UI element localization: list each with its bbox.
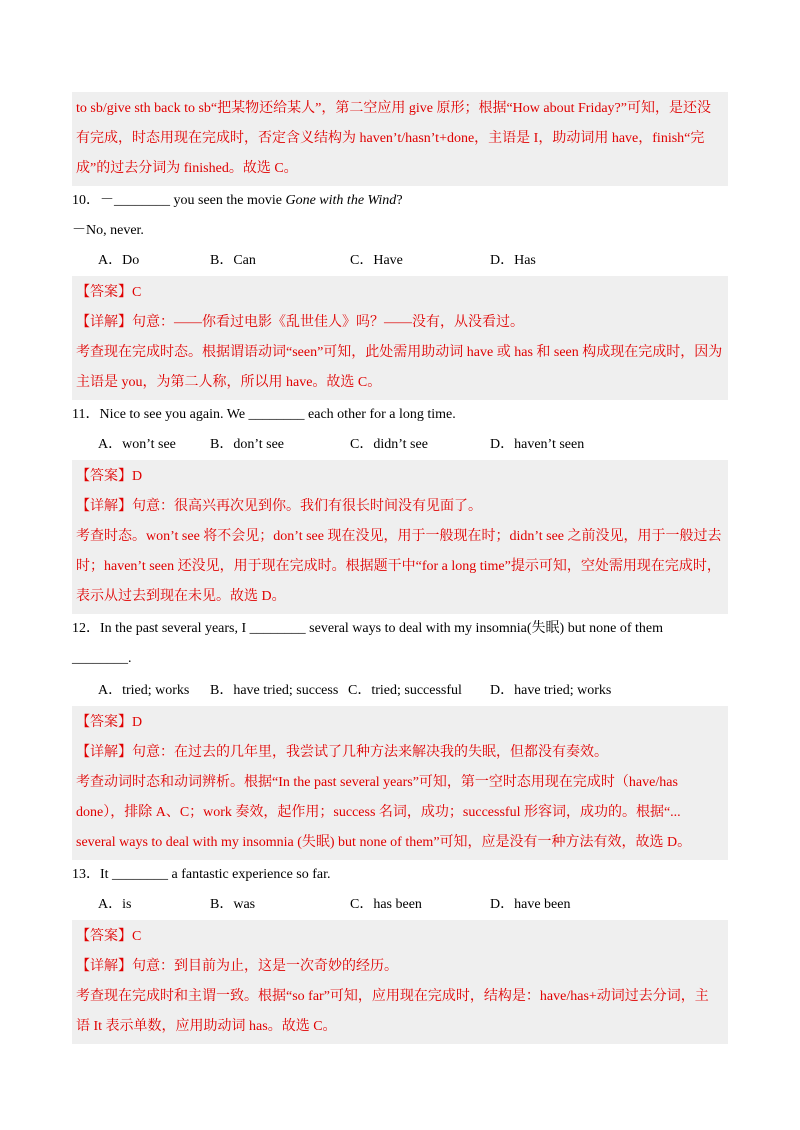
question-11 [72,400,728,614]
option-b: B．don’t see [210,437,285,452]
explanation-line: 考查时态。won’t see 将不会见；don’t see 现在没见，用于一般现在时；didn’t see 之前没见，用于一般过去 [76,529,722,544]
answer-block [72,706,728,860]
options-row [72,430,728,460]
option-a: A．won’t see [98,437,176,452]
explanation-line: several ways to deal with my insomnia (失眠) but none of them”可知，应是没有一种方法有效，故选 D。 [76,835,692,850]
options-row [72,890,728,920]
answer-block [72,460,728,614]
question-stem-continued: ________. [72,651,132,666]
option-b: B．Can [210,253,256,268]
option-d: D．haven’t seen [490,437,585,452]
question-12 [72,614,728,860]
answer-line: 【答案】D [76,469,143,484]
option-a: A．Do [98,253,140,268]
explanation-line: done），排除 A、C；work 奏效，起作用；success 名词，成功；successful 形容词，成功的。根据“... [76,805,681,820]
explanation-line: 有完成，时态用现在完成时，否定含义结构为 haven’t/hasn’t+done，主语是 I，助动词用 have，finish“完 [76,131,705,146]
explanation-line: 【详解】句意：——你看过电影《乱世佳人》吗？——没有，从没看过。 [76,315,524,330]
explanation-line: 时；haven’t seen 还没见，用于现在完成时。根据题干中“for a long time”提示可知，空处需用现在完成时， [76,559,721,574]
explanation-line: 【详解】句意：在过去的几年里，我尝试了几种方法来解决我的失眠，但都没有奏效。 [76,745,608,760]
explanation-line: 语 It 表示单数，应用助动词 has。故选 C。 [76,1019,337,1034]
question-stem: 13．It ________ a fantastic experience so far. [72,867,331,882]
option-d: D．have tried; works [490,683,612,698]
option-c: C．tried; successful [348,683,462,698]
explanation-line: 考查现在完成时态。根据谓语动词“seen”可知，此处需用助动词 have 或 has 和 seen 构成现在完成时，因为 [76,345,723,360]
question-10 [72,186,728,400]
question-stem: 11．Nice to see you again. We ________ each other for a long time. [72,407,456,422]
option-b: B．was [210,897,256,912]
question-stem: 12．In the past several years, I ________ several ways to deal with my insomnia(失眠) but none of them [72,621,663,636]
explanation-line: 考查动词时态和动词辨析。根据“In the past several years”可知，第一空时态用现在完成时（have/has [76,775,678,790]
question-stem-reply: －No, never. [72,223,144,238]
option-a: A．is [98,897,132,912]
option-c: C．didn’t see [350,437,428,452]
answer-block [72,276,728,400]
option-d: D．have been [490,897,571,912]
explanation-line: 考查现在完成时和主谓一致。根据“so far”可知，应用现在完成时，结构是：have/has+动词过去分词，主 [76,989,709,1004]
question-stem: 10．－________ you seen the movie Gone with the Wind? [72,193,403,208]
answer-block [72,920,728,1044]
option-c: C．Have [350,253,403,268]
explanation-line: 表示从过去到现在未见。故选 D。 [76,589,286,604]
document-page [72,92,728,1044]
option-c: C．has been [350,897,422,912]
answer-line: 【答案】C [76,285,142,300]
movie-title: Gone with the Wind [285,193,397,208]
options-row [72,676,728,706]
option-b: B．have tried; success [210,683,339,698]
option-d: D．Has [490,253,536,268]
options-row [72,246,728,276]
option-a: A．tried; works [98,683,190,698]
explanation-line: to sb/give sth back to sb“把某物还给某人”，第二空应用 give 原形；根据“How about Friday?”可知，是还没 [76,101,711,116]
question-13 [72,860,728,1044]
answer-line: 【答案】C [76,929,142,944]
question-number: 10．－________ you seen the movie [72,193,286,208]
explanation-line: 【详解】句意：到目前为止，这是一次奇妙的经历。 [76,959,398,974]
prev-explanation-block [72,92,728,186]
explanation-line: 【详解】句意：很高兴再次见到你。我们有很长时间没有见面了。 [76,499,482,514]
explanation-line: 主语是 you，为第二人称，所以用 have。故选 C。 [76,375,382,390]
explanation-line: 成”的过去分词为 finished。故选 C。 [76,161,298,176]
answer-line: 【答案】D [76,715,143,730]
